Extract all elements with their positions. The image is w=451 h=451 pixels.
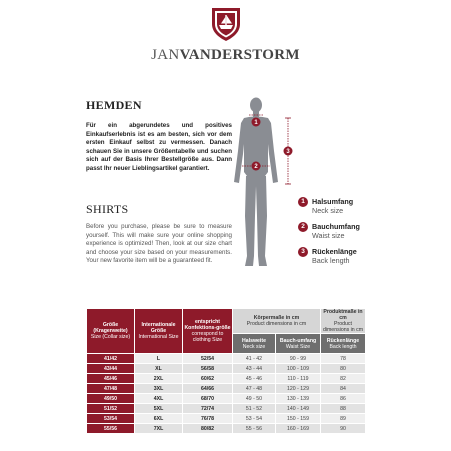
legend-label-en: Waist size bbox=[312, 231, 345, 240]
english-heading: SHIRTS bbox=[86, 202, 129, 216]
cell-clothing-size: 76/78 bbox=[183, 414, 233, 424]
table-row bbox=[87, 404, 366, 414]
header-product-en: Product dimensions in cm bbox=[322, 321, 364, 333]
cell-clothing-size: 80/82 bbox=[183, 424, 233, 434]
header-intl-de: Internationale Größe bbox=[141, 322, 176, 334]
header-conf-en: correspond to clothing Size bbox=[191, 331, 224, 343]
cell-waist-size: 150 - 159 bbox=[276, 414, 321, 424]
cell-back-length: 84 bbox=[321, 384, 366, 394]
cell-back-length: 89 bbox=[321, 414, 366, 424]
cell-collar-size: 47/48 bbox=[87, 384, 135, 394]
legend-label-de: Halsumfang bbox=[312, 197, 354, 206]
cell-international-size: L bbox=[135, 354, 183, 364]
cell-waist-size: 140 - 149 bbox=[276, 404, 321, 414]
cell-neck-size: 47 - 48 bbox=[233, 384, 276, 394]
table-row bbox=[87, 414, 366, 424]
table-row bbox=[87, 394, 366, 404]
legend-label-de: Rückenlänge bbox=[312, 247, 357, 256]
cell-international-size: 5XL bbox=[135, 404, 183, 414]
cell-neck-size: 43 - 44 bbox=[233, 364, 276, 374]
german-heading: HEMDEN bbox=[86, 98, 142, 112]
cell-international-size: 6XL bbox=[135, 414, 183, 424]
cell-neck-size: 53 - 54 bbox=[233, 414, 276, 424]
cell-waist-size: 90 - 99 bbox=[276, 354, 321, 364]
cell-clothing-size: 68/70 bbox=[183, 394, 233, 404]
cell-collar-size: 53/54 bbox=[87, 414, 135, 424]
header-international-size bbox=[135, 309, 183, 354]
cell-clothing-size: 60/62 bbox=[183, 374, 233, 384]
header-neck-de: Halsweite bbox=[242, 337, 266, 344]
man-silhouette-figure bbox=[224, 96, 300, 274]
header-intl-en: International Size bbox=[138, 334, 179, 340]
table-row bbox=[87, 384, 366, 394]
cell-clothing-size: 72/74 bbox=[183, 404, 233, 414]
english-paragraph: Before you purchase, please be sure to measure yourself. This will make sure your online shopping experience is optimized! Then, look at our size chart and choose your size based on your measurements. Your new favorite item will be a guaranteed fit. bbox=[86, 223, 232, 265]
header-waist-en: Waist Size bbox=[285, 343, 311, 350]
back-length-measure-marker bbox=[284, 118, 293, 184]
cell-waist-size: 130 - 139 bbox=[276, 394, 321, 404]
header-conf-de: entspricht Konfektions-größe bbox=[184, 319, 231, 331]
cell-waist-size: 110 - 119 bbox=[276, 374, 321, 384]
cell-international-size: 2XL bbox=[135, 374, 183, 384]
table-row bbox=[87, 424, 366, 434]
cell-waist-size: 160 - 169 bbox=[276, 424, 321, 434]
cell-back-length: 90 bbox=[321, 424, 366, 434]
cell-back-length: 82 bbox=[321, 374, 366, 384]
cell-collar-size: 45/46 bbox=[87, 374, 135, 384]
legend-number-badge: 1 bbox=[298, 197, 308, 207]
cell-clothing-size: 56/58 bbox=[183, 364, 233, 374]
brand-crest-logo bbox=[210, 6, 242, 42]
brand-name-part1: JAN bbox=[151, 47, 180, 63]
table-row bbox=[87, 354, 366, 364]
cell-international-size: 3XL bbox=[135, 384, 183, 394]
svg-text:1: 1 bbox=[254, 120, 258, 126]
header-back-de: Rückenlänge bbox=[326, 337, 360, 344]
svg-text:2: 2 bbox=[254, 164, 258, 170]
brand-name-part2: VANDERSTORM bbox=[179, 47, 300, 63]
cell-international-size: 7XL bbox=[135, 424, 183, 434]
header-neck-en: Neck size bbox=[242, 343, 266, 350]
legend-number-badge: 2 bbox=[298, 222, 308, 232]
legend-label-en: Back length bbox=[312, 256, 350, 265]
cell-back-length: 80 bbox=[321, 364, 366, 374]
legend-label-en: Neck size bbox=[312, 206, 344, 215]
header-body-de: Körpermaße in cm bbox=[253, 315, 300, 321]
cell-neck-size: 45 - 46 bbox=[233, 374, 276, 384]
cell-neck-size: 49 - 50 bbox=[233, 394, 276, 404]
size-chart-table bbox=[86, 308, 366, 434]
cell-international-size: XL bbox=[135, 364, 183, 374]
header-back-length bbox=[321, 334, 366, 354]
legend-label-de: Bauchumfang bbox=[312, 222, 360, 231]
cell-clothing-size: 52/54 bbox=[183, 354, 233, 364]
brand-name bbox=[0, 47, 451, 64]
cell-back-length: 86 bbox=[321, 394, 366, 404]
header-clothing-size bbox=[183, 309, 233, 354]
cell-neck-size: 55 - 56 bbox=[233, 424, 276, 434]
header-waist-de: Bauch-umfang bbox=[279, 337, 317, 344]
header-collar-size bbox=[87, 309, 135, 354]
header-back-en: Back length bbox=[329, 343, 357, 350]
cell-collar-size: 43/44 bbox=[87, 364, 135, 374]
cell-waist-size: 100 - 109 bbox=[276, 364, 321, 374]
table-row bbox=[87, 374, 366, 384]
german-paragraph: Für ein abgerundetes und positives Einkaufserlebnis ist es am besten, sich vor dem ersten Einkauf selbst zu vermessen. Danach schauen Sie in unsere Größentabelle und suchen sich auf der Basis Ihrer Bestellgröße aus. Dann passt Ihr neuer Lieblingsartikel garantiert. bbox=[86, 122, 232, 172]
legend-number-badge: 3 bbox=[298, 247, 308, 257]
cell-neck-size: 41 - 42 bbox=[233, 354, 276, 364]
header-collar-de: Größe (Kragenweite) bbox=[93, 322, 128, 334]
cell-international-size: 4XL bbox=[135, 394, 183, 404]
cell-collar-size: 41/42 bbox=[87, 354, 135, 364]
cell-clothing-size: 64/66 bbox=[183, 384, 233, 394]
cell-back-length: 88 bbox=[321, 404, 366, 414]
header-body-en: Product dimensions in cm bbox=[246, 321, 307, 327]
svg-text:3: 3 bbox=[286, 149, 290, 155]
header-neck-size bbox=[233, 334, 276, 354]
header-product-measurements bbox=[321, 309, 366, 334]
header-waist-size bbox=[276, 334, 321, 354]
cell-waist-size: 120 - 129 bbox=[276, 384, 321, 394]
cell-collar-size: 49/50 bbox=[87, 394, 135, 404]
cell-collar-size: 55/56 bbox=[87, 424, 135, 434]
cell-back-length: 78 bbox=[321, 354, 366, 364]
header-collar-en: Size (Collar size) bbox=[90, 334, 131, 340]
cell-neck-size: 51 - 52 bbox=[233, 404, 276, 414]
header-body-measurements bbox=[233, 309, 321, 334]
table-row bbox=[87, 364, 366, 374]
header-product-de: Produktmaße in cm bbox=[323, 309, 363, 321]
cell-collar-size: 51/52 bbox=[87, 404, 135, 414]
